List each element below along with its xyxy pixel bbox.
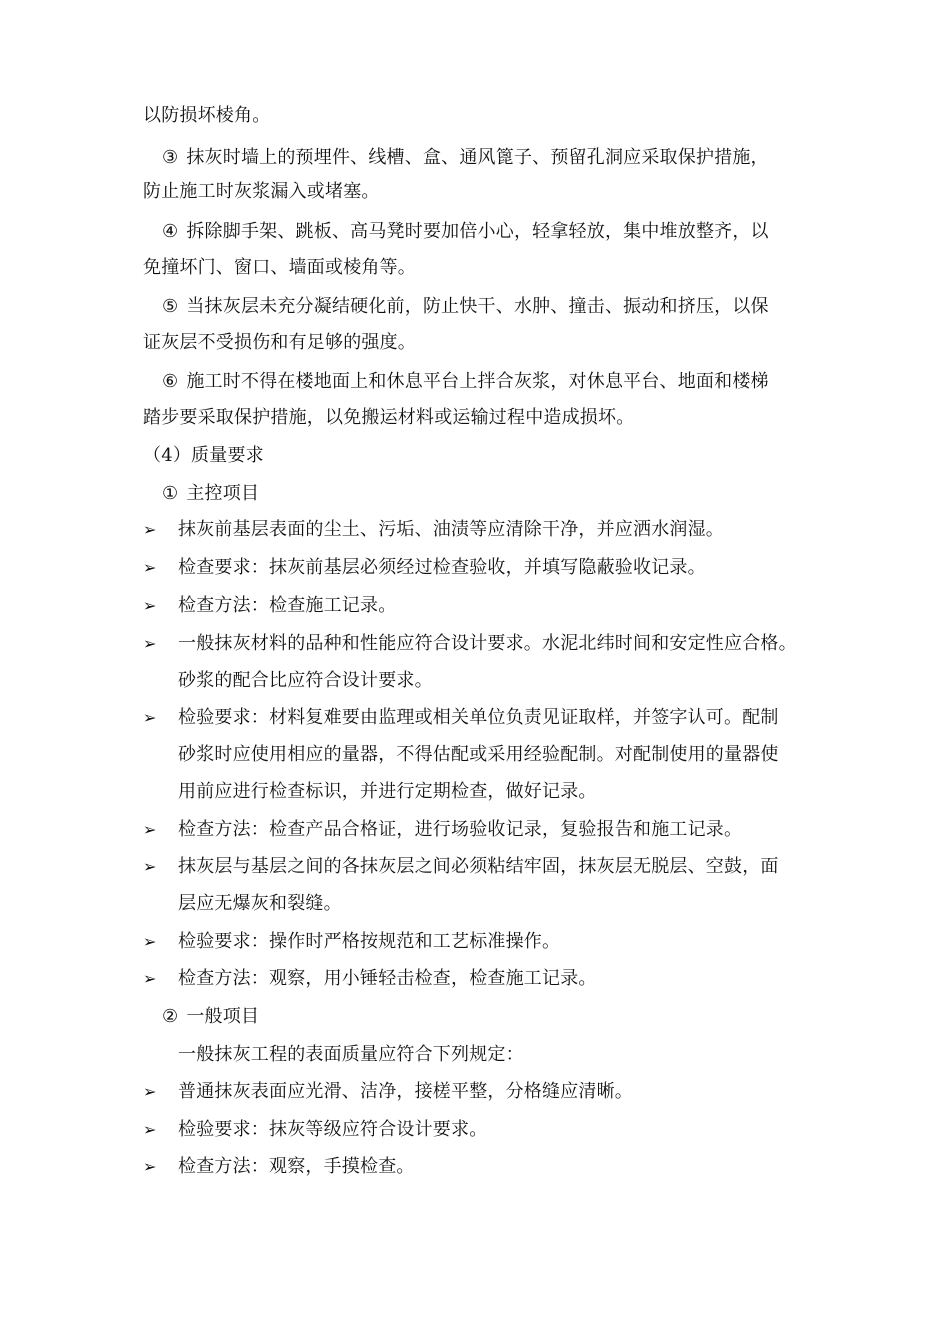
- bullet-text: 检验要求：材料复难要由监理或相关单位负责见证取样，并签字认可。配制: [178, 707, 779, 728]
- item-text: 当抹灰层未充分凝结硬化前，防止快干、水肿、撞击、振动和挤压，以保: [186, 296, 769, 317]
- paragraph-line: 证灰层不受损伤和有足够的强度。: [143, 332, 416, 353]
- bullet-text: 检验要求：抹灰等级应符合设计要求。: [178, 1119, 488, 1140]
- subsection-heading-main: [162, 482, 259, 506]
- item-number: ④: [162, 221, 179, 242]
- bullet-text: 检验要求：操作时严格按规范和工艺标准操作。: [178, 931, 561, 952]
- section-heading: （4）质量要求: [143, 445, 264, 466]
- item-text: 主控项目: [186, 483, 260, 504]
- item-text: 拆除脚手架、跳板、高马凳时要加倍小心，轻拿轻放，集中堆放整齐，以: [186, 221, 769, 242]
- item-text: 一般项目: [186, 1006, 260, 1027]
- item-text: 抹灰时墙上的预埋件、线槽、盒、通风篦子、预留孔洞应采取保护措施，: [186, 147, 769, 168]
- bullet-icon: ➢: [143, 520, 157, 539]
- bullet-text-continued: 用前应进行检查标识，并进行定期检查，做好记录。: [178, 781, 597, 802]
- general-intro: 一般抹灰工程的表面质量应符合下列规定：: [178, 1044, 524, 1065]
- bullet-icon: ➢: [143, 596, 157, 615]
- paragraph-line: 免撞坏门、窗口、墙面或棱角等。: [143, 257, 416, 278]
- bullet-icon: ➢: [143, 820, 157, 839]
- item-number: ⑥: [162, 371, 179, 392]
- subsection-heading-general: [162, 1005, 259, 1029]
- item-number: ③: [162, 147, 179, 168]
- numbered-item-5: [162, 295, 769, 319]
- bullet-icon: ➢: [143, 1157, 157, 1176]
- bullet-text: 检查方法：观察，手摸检查。: [178, 1156, 415, 1177]
- numbered-item-3: [162, 146, 769, 170]
- bullet-icon: ➢: [143, 708, 157, 727]
- bullet-text: 抹灰前基层表面的尘土、污垢、油渍等应清除干净，并应洒水润湿。: [178, 519, 724, 540]
- bullet-text: 一般抹灰材料的品种和性能应符合设计要求。水泥北纬时间和安定性应合格。: [178, 633, 797, 654]
- bullet-icon: ➢: [143, 932, 157, 951]
- item-number: ⑤: [162, 296, 179, 317]
- bullet-icon: ➢: [143, 1120, 157, 1139]
- bullet-icon: ➢: [143, 558, 157, 577]
- bullet-icon: ➢: [143, 1082, 157, 1101]
- bullet-text: 普通抹灰表面应光滑、洁净，接槎平整，分格缝应清晰。: [178, 1081, 633, 1102]
- item-number: ①: [162, 483, 179, 504]
- paragraph-line: 防止施工时灰浆漏入或堵塞。: [143, 181, 380, 202]
- paragraph-line: 以防损坏棱角。: [143, 105, 271, 126]
- bullet-text: 检查方法：观察，用小锤轻击检查，检查施工记录。: [178, 968, 597, 989]
- bullet-text-continued: 砂浆的配合比应符合设计要求。: [178, 670, 433, 691]
- bullet-text-continued: 砂浆时应使用相应的量器，不得估配或采用经验配制。对配制使用的量器使: [178, 744, 779, 765]
- bullet-text: 检查方法：检查施工记录。: [178, 595, 397, 616]
- paragraph-line: 踏步要采取保护措施，以免搬运材料或运输过程中造成损坏。: [143, 407, 635, 428]
- item-number: ②: [162, 1006, 179, 1027]
- bullet-icon: ➢: [143, 969, 157, 988]
- item-text: 施工时不得在楼地面上和休息平台上拌合灰浆，对休息平台、地面和楼梯: [186, 371, 769, 392]
- bullet-icon: ➢: [143, 857, 157, 876]
- bullet-text-continued: 层应无爆灰和裂缝。: [178, 893, 342, 914]
- numbered-item-4: [162, 220, 769, 244]
- bullet-text: 抹灰层与基层之间的各抹灰层之间必须粘结牢固，抹灰层无脱层、空鼓，面: [178, 856, 779, 877]
- numbered-item-6: [162, 370, 769, 394]
- bullet-text: 检查方法：检查产品合格证，进行场验收记录，复验报告和施工记录。: [178, 819, 743, 840]
- bullet-icon: ➢: [143, 634, 157, 653]
- bullet-text: 检查要求：抹灰前基层必须经过检查验收，并填写隐蔽验收记录。: [178, 557, 706, 578]
